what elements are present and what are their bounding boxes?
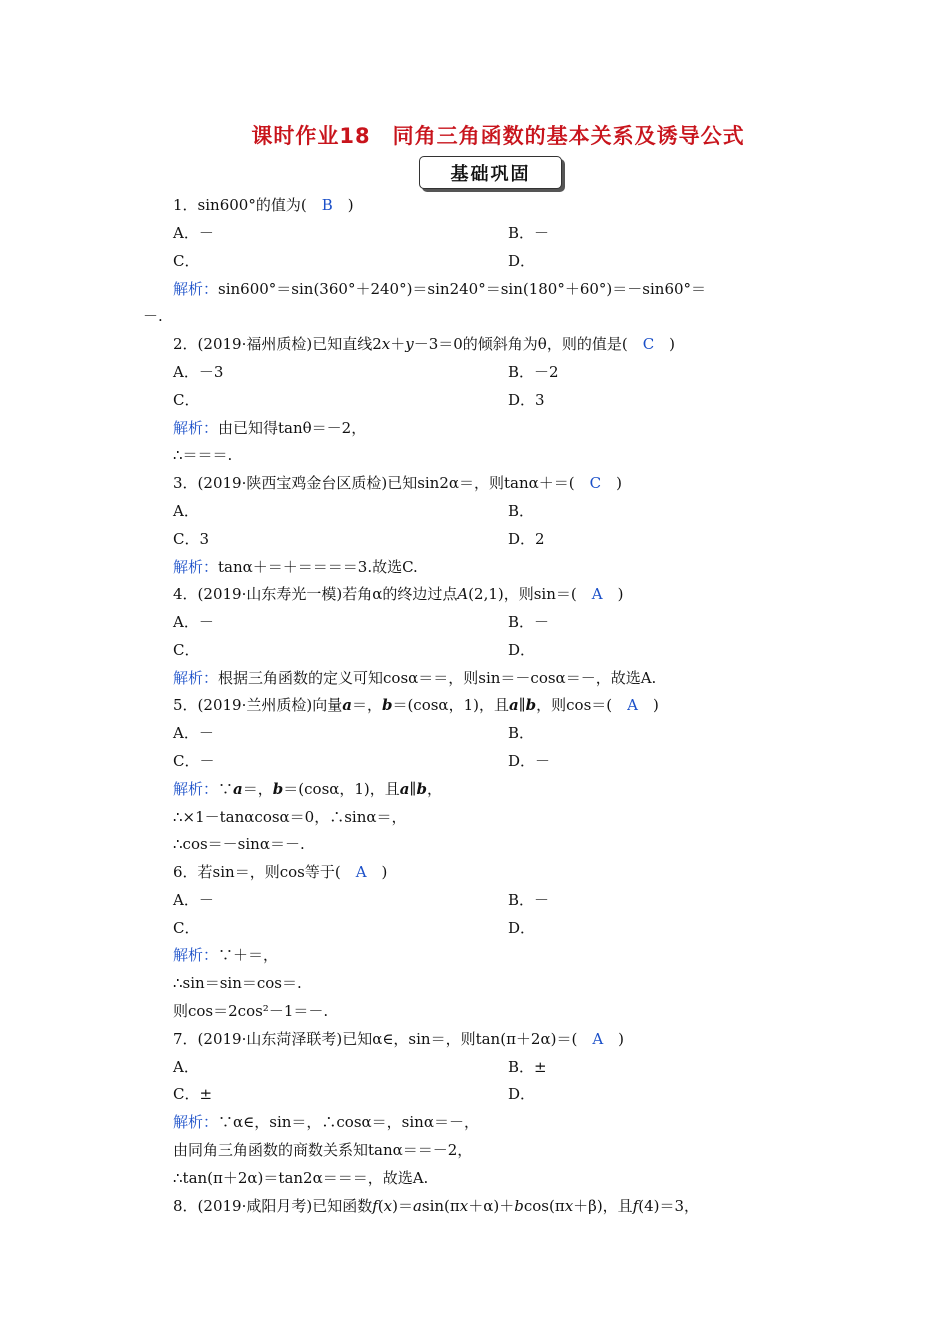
text-run: ∴cos＝－sinα＝－. [173, 835, 305, 853]
text-run: )＝ [392, 1197, 413, 1215]
text-run: a [342, 696, 352, 714]
text-run: 8．(2019·咸阳月考)已知函数 [173, 1197, 373, 1215]
text-line [173, 473, 622, 493]
text-run: D． [508, 919, 536, 937]
text-run: a [399, 780, 410, 798]
text-run: C． [173, 919, 200, 937]
text-line [173, 1140, 472, 1160]
answer-letter: C [589, 474, 602, 492]
text-line [173, 223, 214, 243]
text-run: B．－ [508, 224, 550, 242]
answer-letter: A [627, 696, 638, 714]
text-line [173, 334, 675, 354]
text-run: 2．(2019·福州质检)已知直线2 [173, 335, 382, 353]
text-line [173, 751, 214, 771]
text-run: 6．若sin＝，则cos等于( [173, 863, 356, 881]
text-run: C．－ [173, 752, 215, 770]
text-line [173, 445, 232, 465]
solution-label: 解析： [173, 780, 219, 798]
text-run: A．－3 [173, 363, 224, 381]
text-run: ＝(cosα，1)，且 [283, 780, 400, 798]
text-line [173, 807, 407, 827]
text-run: ∥ [518, 696, 526, 714]
page-title: 课时作业18 同角三角函数的基本关系及诱导公式 [251, 124, 745, 148]
text-line [173, 1084, 212, 1104]
text-run: x [564, 1197, 574, 1215]
text-line [508, 529, 545, 549]
text-line [508, 362, 559, 382]
text-run: ∴tan(π＋2α)＝tan2α＝＝＝，故选A. [173, 1169, 429, 1187]
text-run: A．－ [173, 891, 214, 909]
text-run: C． [173, 252, 200, 270]
text-run: ＝， [351, 696, 382, 714]
text-run: ＝， [242, 780, 273, 798]
text-line [173, 251, 199, 271]
text-run: 根据三角函数的定义可知cosα＝＝，则sin＝－cosα＝－，故选A. [218, 669, 657, 687]
text-run: y [405, 335, 414, 353]
text-line [508, 890, 549, 910]
text-line [508, 1057, 547, 1077]
text-run: C．3 [173, 530, 210, 548]
text-line [173, 501, 199, 521]
text-line [173, 723, 214, 743]
text-run: B． [508, 724, 535, 742]
text-line [508, 223, 549, 243]
text-run: ) [603, 1030, 625, 1048]
answer-letter: A [592, 1030, 604, 1048]
text-run: A．－ [173, 724, 214, 742]
text-run: x [459, 1197, 469, 1215]
text-run: b [381, 696, 393, 714]
solution-label: 解析： [173, 280, 219, 298]
text-run: ∴＝＝＝. [173, 446, 233, 464]
text-line [173, 918, 199, 938]
text-line [508, 723, 534, 743]
text-run: 由同角三角函数的商数关系知tanα＝＝－2， [173, 1141, 473, 1159]
text-run: C．± [173, 1085, 213, 1103]
text-run: sin(π [421, 1197, 460, 1215]
text-run: 5．(2019·兰州质检)向量 [173, 696, 343, 714]
text-line [173, 890, 214, 910]
text-line [173, 390, 199, 410]
section-badge: 基础巩固 [419, 156, 562, 189]
text-run: ) [332, 196, 354, 214]
answer-letter: A [591, 585, 603, 603]
text-line [508, 640, 535, 660]
text-run: ∵ [218, 780, 234, 798]
solution-label: 解析： [173, 669, 219, 687]
text-line [173, 279, 706, 299]
text-line [173, 695, 659, 715]
text-line [173, 1029, 624, 1049]
text-run: ＋β)，且 [573, 1197, 633, 1215]
text-run: A．－ [173, 613, 214, 631]
text-line [173, 1057, 199, 1077]
answer-letter: A [355, 863, 367, 881]
text-run: b [416, 780, 427, 798]
solution-label: 解析： [173, 1113, 219, 1131]
text-run: D．－ [508, 752, 551, 770]
text-run: a [233, 780, 243, 798]
text-run: A． [173, 1058, 199, 1076]
text-run: D． [508, 252, 536, 270]
text-run: ＋ [390, 335, 406, 353]
text-line [508, 612, 549, 632]
text-line [508, 751, 550, 771]
text-run: f [632, 1197, 639, 1215]
text-line [173, 668, 656, 688]
text-run: －3＝0的倾斜角为θ，则的值是( [413, 335, 643, 353]
text-run: sin600°＝sin(360°＋240°)＝sin240°＝sin(180°＋60°)＝－sin60°＝ [218, 280, 707, 298]
text-run: ) [654, 335, 676, 353]
text-run: A [457, 585, 469, 603]
answer-letter: C [642, 335, 655, 353]
text-run: B． [508, 502, 535, 520]
text-run: ∥ [409, 780, 417, 798]
text-run: ＝(cosα，1)，且 [392, 696, 509, 714]
text-line [173, 1112, 479, 1132]
text-run: 4．(2019·山东寿光一模)若角α的终边过点 [173, 585, 458, 603]
text-run: f [372, 1197, 378, 1215]
text-run: 3．(2019·陕西宝鸡金台区质检)已知sin2α＝，则tanα＋＝( [173, 474, 590, 492]
text-line [173, 779, 442, 799]
text-line [508, 390, 545, 410]
text-run: D． [508, 641, 536, 659]
solution-label: 解析： [173, 419, 219, 437]
text-run: B．－ [508, 613, 550, 631]
text-run: C． [173, 641, 200, 659]
text-line [508, 251, 535, 271]
text-run: D．3 [508, 391, 545, 409]
text-run: D． [508, 1085, 536, 1103]
text-run: cos(π [523, 1197, 565, 1215]
text-line [173, 640, 199, 660]
text-line [173, 973, 302, 993]
text-line [173, 1196, 699, 1216]
text-run: 则cos＝2cos²－1＝－. [173, 1002, 329, 1020]
solution-label: 解析： [173, 558, 219, 576]
text-run: ， [426, 780, 442, 798]
text-run: ∴sin＝sin＝cos＝. [173, 974, 302, 992]
text-run: A．－ [173, 224, 214, 242]
text-run: ( [377, 1197, 384, 1215]
text-run: x [383, 1197, 393, 1215]
text-line [173, 362, 223, 382]
text-run: ＋α)＋ [468, 1197, 515, 1215]
text-run: ) [601, 474, 622, 492]
text-line [508, 501, 534, 521]
text-run: (2,1)，则sin＝( [468, 585, 592, 603]
text-run: ，则cos＝( [536, 696, 628, 714]
text-run: －. [143, 307, 163, 325]
text-line [173, 834, 305, 854]
text-run: D．2 [508, 530, 545, 548]
text-run: ∴×1－tanαcosα＝0，∴sinα＝， [173, 808, 407, 826]
text-run: 由已知得tanθ＝－2， [218, 419, 367, 437]
answer-letter: B [321, 196, 333, 214]
text-line [173, 1001, 328, 1021]
text-line [173, 195, 354, 215]
text-run: B．－2 [508, 363, 559, 381]
text-line [173, 945, 278, 965]
text-line [173, 557, 418, 577]
text-run: b [525, 696, 537, 714]
text-run: b [272, 780, 284, 798]
text-run: x [381, 335, 391, 353]
text-run: (4)＝3， [638, 1197, 700, 1215]
text-line [508, 918, 535, 938]
text-line [143, 306, 163, 326]
text-run: B．－ [508, 891, 550, 909]
text-line [173, 418, 366, 438]
text-run: b [514, 1197, 524, 1215]
text-run: C． [173, 391, 200, 409]
text-line [173, 584, 623, 604]
text-run: ∵＋＝， [218, 946, 279, 964]
text-run: ) [637, 696, 659, 714]
text-line [508, 1084, 535, 1104]
solution-label: 解析： [173, 946, 219, 964]
text-run: ) [366, 863, 388, 881]
text-run: B．± [508, 1058, 547, 1076]
text-line [173, 529, 209, 549]
text-run: ∵α∈，sin＝，∴cosα＝，sinα＝－， [218, 1113, 479, 1131]
text-line [173, 862, 387, 882]
text-run: 1．sin600°的值为( [173, 196, 322, 214]
text-run: a [508, 696, 519, 714]
text-run: ) [602, 585, 624, 603]
text-line [173, 612, 214, 632]
text-run: tanα＋＝＋＝＝＝＝3.故选C. [218, 558, 418, 576]
text-run: 7．(2019·山东菏泽联考)已知α∈，sin＝，则tan(π＋2α)＝( [173, 1030, 593, 1048]
text-run: A． [173, 502, 199, 520]
text-line [173, 1168, 428, 1188]
text-run: a [412, 1197, 422, 1215]
